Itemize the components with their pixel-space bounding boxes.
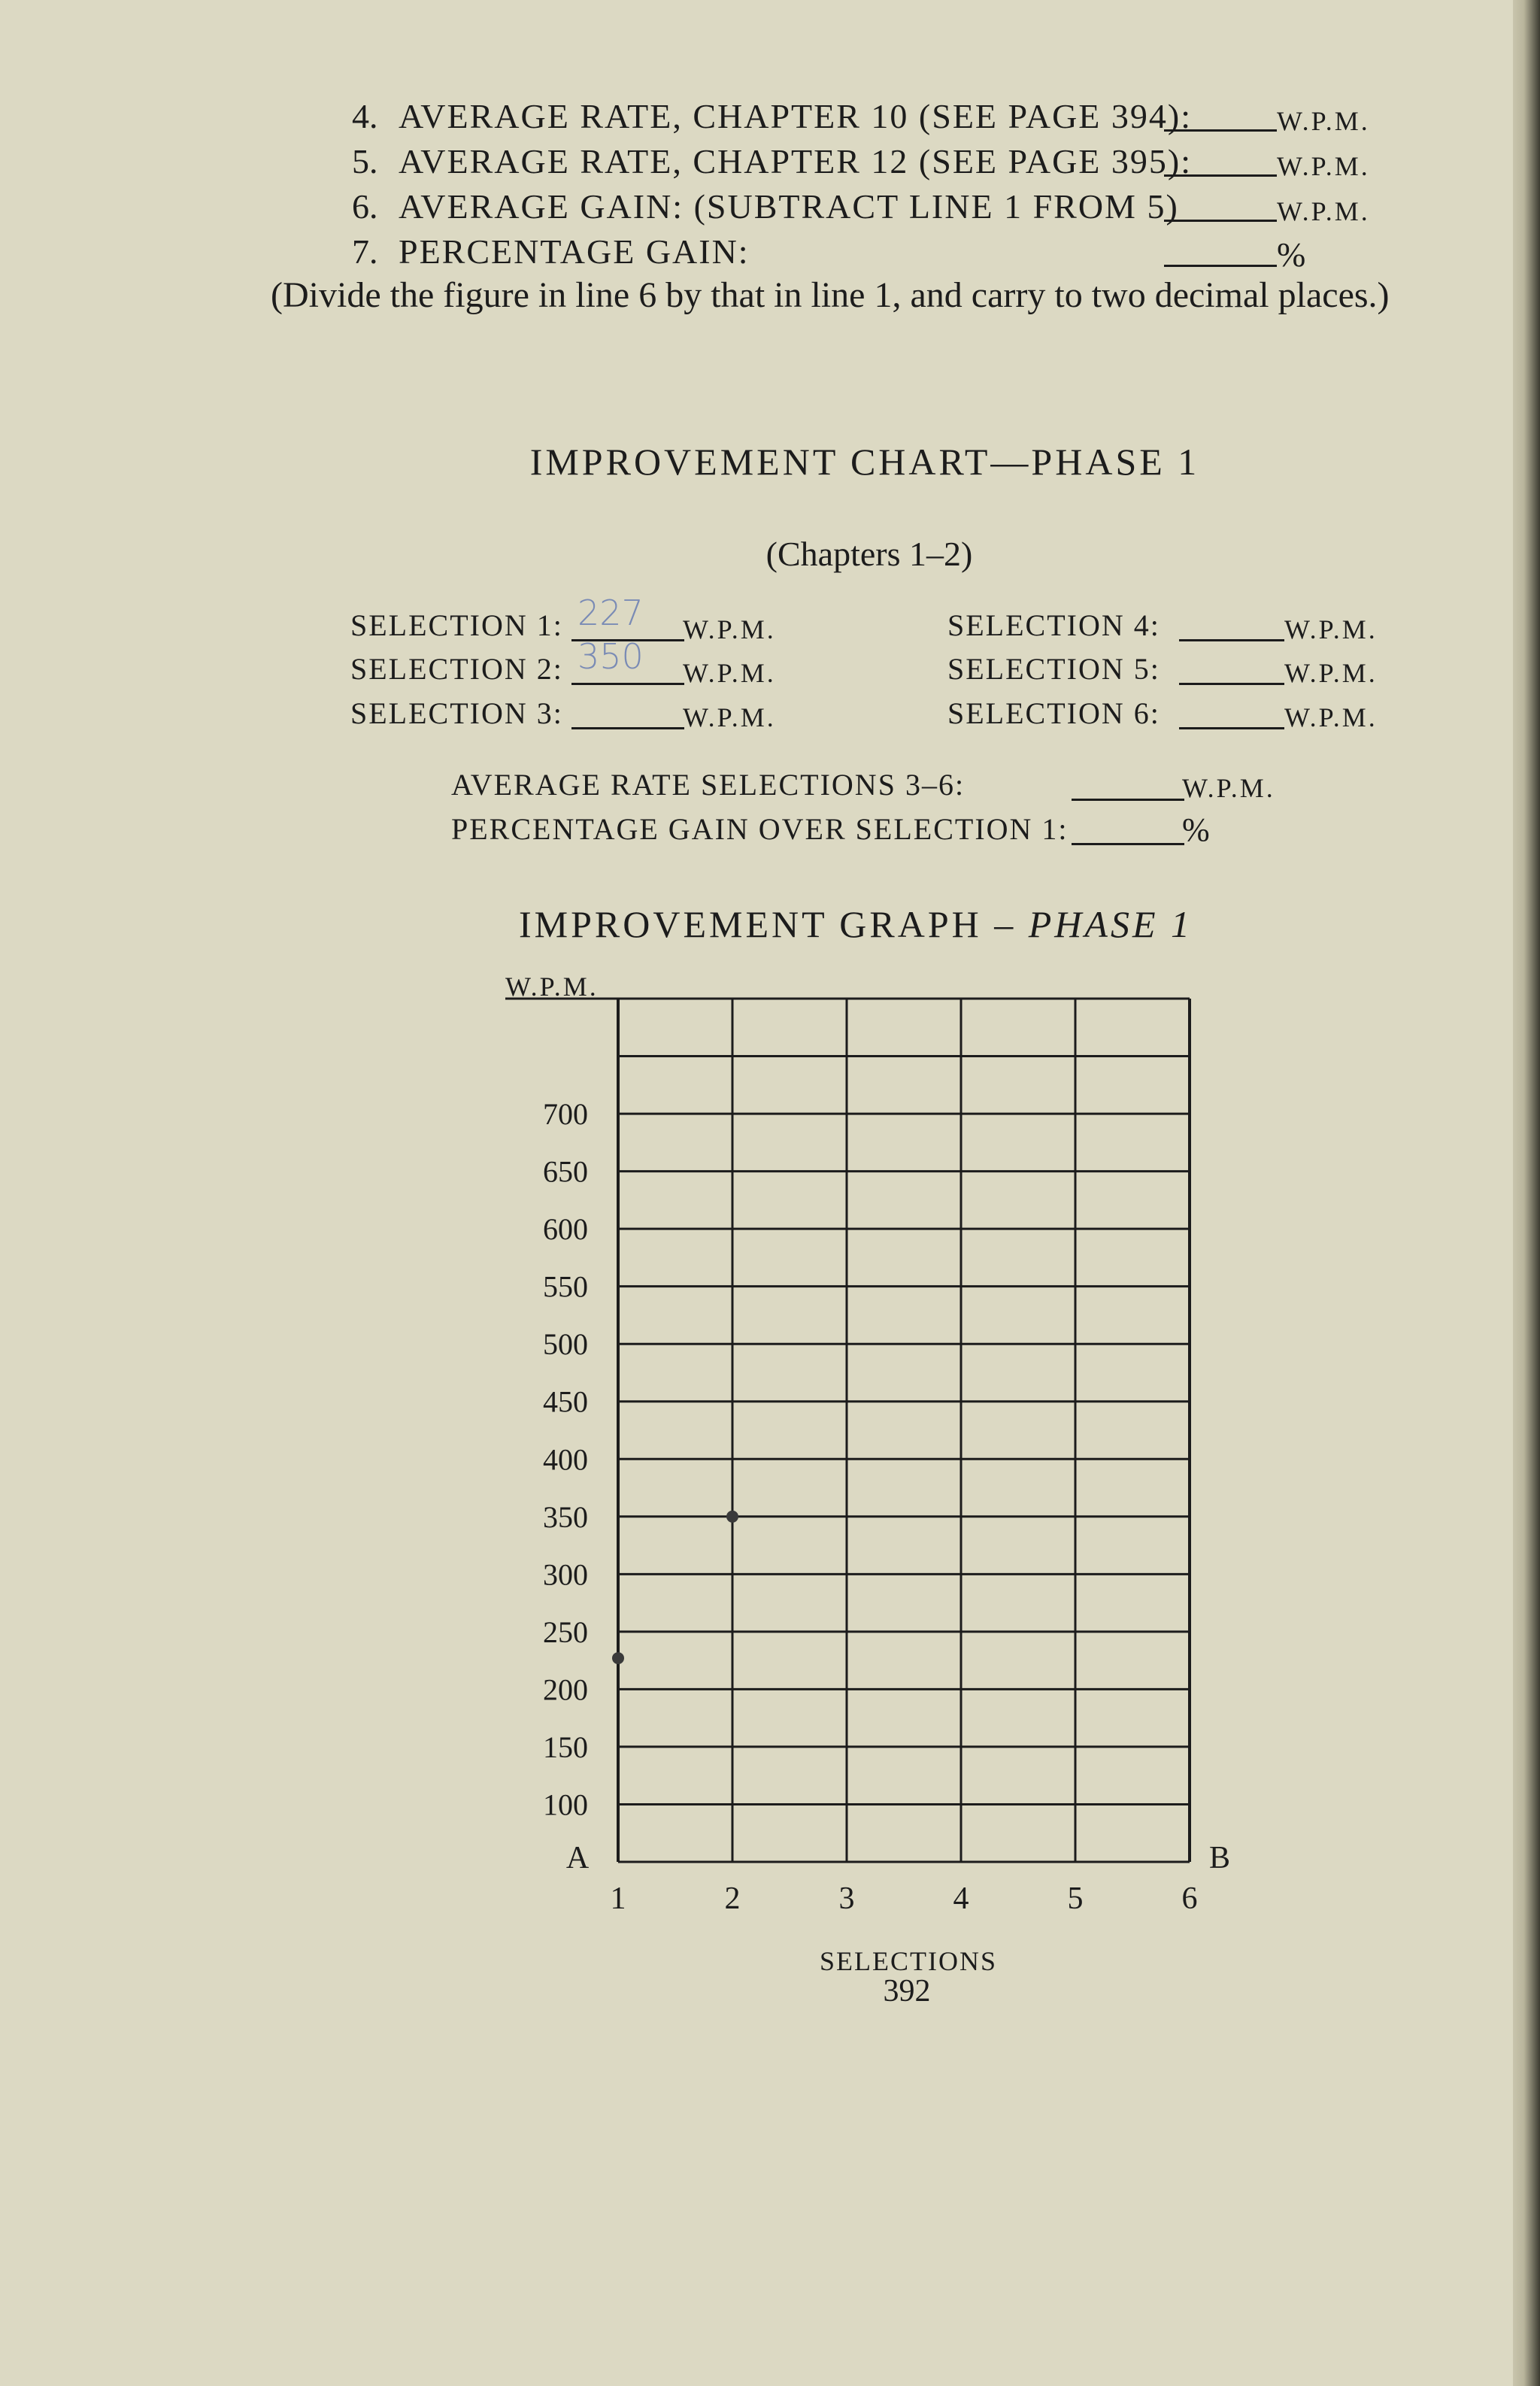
- selection-unit: W.P.M.: [683, 702, 776, 732]
- y-tick-label: 500: [543, 1327, 588, 1362]
- y-tick-label: 550: [543, 1269, 588, 1304]
- unit-label: W.P.M.: [1277, 151, 1370, 181]
- selection-label: SELECTION 3:: [350, 696, 563, 730]
- line-number: 4.: [352, 97, 378, 135]
- graph-title-main: IMPROVEMENT GRAPH –: [519, 903, 1017, 945]
- selection-unit: W.P.M.: [1284, 614, 1378, 644]
- line-label: AVERAGE GAIN: (SUBTRACT LINE 1 FROM 5): [399, 187, 1179, 226]
- y-tick-label: 600: [543, 1212, 588, 1247]
- y-tick-label: 250: [543, 1614, 588, 1649]
- gain-label: PERCENTAGE GAIN OVER SELECTION 1:: [451, 812, 1069, 846]
- selection-label: SELECTION 2:: [350, 652, 563, 686]
- handwritten-rate: 350: [578, 636, 644, 677]
- line-number: 5.: [352, 142, 378, 180]
- corner-label-a: A: [565, 1841, 590, 1875]
- average-rate-unit: W.P.M.: [1182, 773, 1275, 803]
- data-point: [612, 1652, 624, 1664]
- selection-unit: W.P.M.: [1284, 702, 1378, 732]
- selection-label: SELECTION 1:: [350, 608, 563, 642]
- selection-unit: W.P.M.: [1284, 658, 1378, 688]
- page-number: 392: [883, 1974, 931, 2009]
- y-tick-label: 450: [543, 1384, 588, 1419]
- x-tick-label: 5: [1067, 1881, 1084, 1916]
- x-tick-label: 4: [953, 1881, 969, 1916]
- line-number: 6.: [352, 187, 378, 226]
- gain-unit: %: [1182, 811, 1210, 848]
- graph-title-phase: PHASE 1: [1028, 903, 1193, 945]
- y-tick-label: 200: [543, 1672, 588, 1707]
- y-tick-label: 700: [543, 1097, 588, 1132]
- y-axis-label: W.P.M.: [505, 972, 599, 1002]
- corner-label-b: B: [1208, 1841, 1231, 1875]
- unit-label: %: [1277, 235, 1306, 274]
- y-tick-label: 350: [543, 1499, 588, 1534]
- handwritten-rate: 227: [578, 593, 644, 633]
- y-tick-label: 400: [543, 1442, 588, 1477]
- chart-subheading: (Chapters 1–2): [765, 535, 973, 573]
- line-label: AVERAGE RATE, CHAPTER 12 (SEE PAGE 395):: [399, 142, 1193, 180]
- selection-label: SELECTION 5:: [947, 652, 1160, 686]
- selection-label: SELECTION 4:: [947, 608, 1160, 642]
- y-tick-label: 100: [543, 1787, 588, 1822]
- unit-label: W.P.M.: [1277, 196, 1370, 226]
- selection-unit: W.P.M.: [683, 614, 776, 644]
- x-tick-label: 6: [1181, 1881, 1198, 1916]
- data-point: [726, 1511, 738, 1523]
- unit-label: W.P.M.: [1277, 106, 1370, 136]
- chart-heading: IMPROVEMENT CHART—PHASE 1: [529, 441, 1200, 483]
- average-rate-label: AVERAGE RATE SELECTIONS 3–6:: [451, 768, 966, 802]
- y-tick-label: 150: [543, 1730, 588, 1764]
- y-tick-label: 300: [543, 1557, 588, 1592]
- y-tick-label: 650: [543, 1154, 588, 1189]
- x-tick-label: 2: [724, 1881, 741, 1916]
- x-tick-label: 1: [610, 1881, 626, 1916]
- selection-unit: W.P.M.: [683, 658, 776, 688]
- x-axis-label: SELECTIONS: [820, 1946, 997, 1976]
- line-number: 7.: [352, 232, 378, 271]
- selection-label: SELECTION 6:: [947, 696, 1160, 730]
- instruction-text: (Divide the figure in line 6 by that in line 1, and carry to two decimal places.): [271, 275, 1390, 315]
- line-label: AVERAGE RATE, CHAPTER 10 (SEE PAGE 394):: [399, 97, 1193, 135]
- x-tick-label: 3: [838, 1881, 855, 1916]
- line-label: PERCENTAGE GAIN:: [399, 232, 750, 271]
